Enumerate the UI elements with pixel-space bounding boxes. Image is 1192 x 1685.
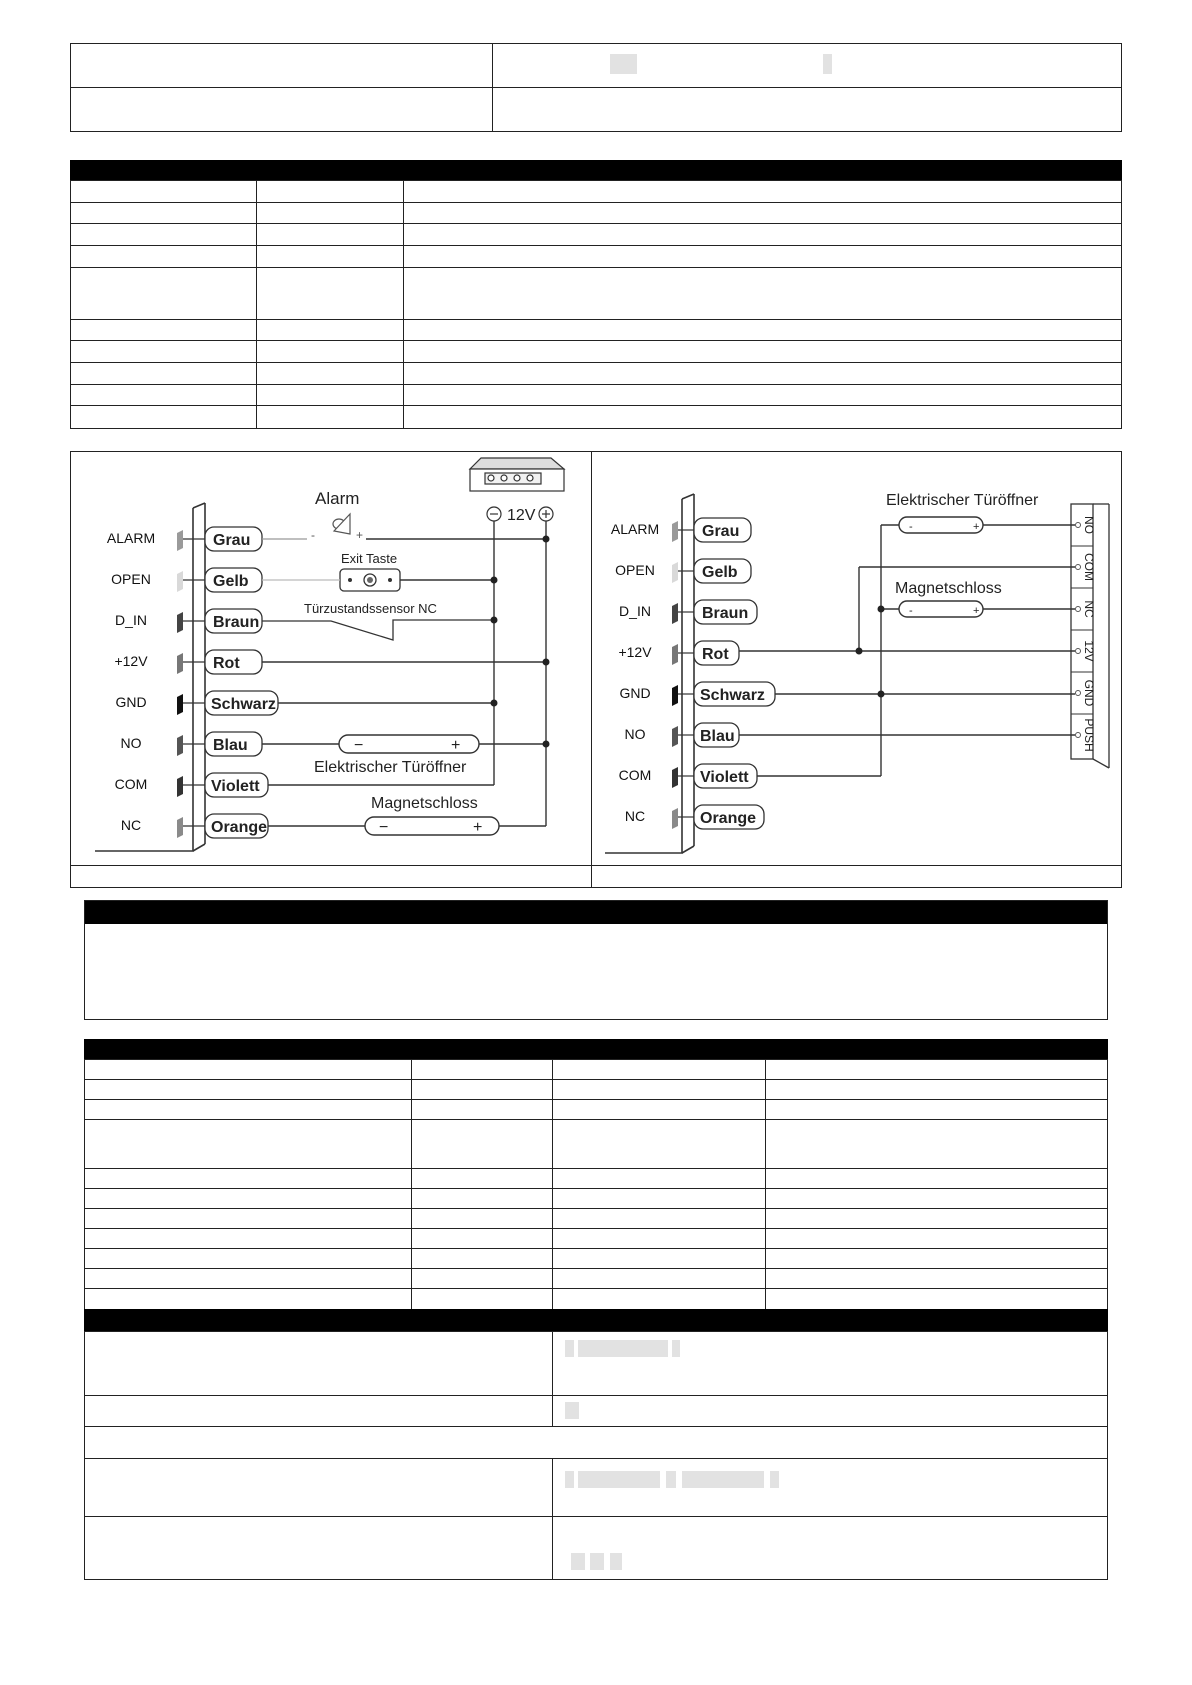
terminal-label: NO	[624, 726, 646, 742]
table-row	[85, 1060, 1108, 1080]
table-row	[85, 1209, 1108, 1229]
psu-voltage-label: 12V	[507, 507, 536, 524]
redaction-block	[565, 1340, 574, 1357]
table-row	[85, 1229, 1108, 1249]
wire-label: Orange	[211, 819, 268, 836]
door-opener-minus: -	[909, 521, 913, 533]
redaction-block	[682, 1471, 764, 1488]
alarm-minus: -	[311, 528, 315, 542]
maglock-plus: +	[973, 605, 980, 617]
power-supply-icon	[470, 458, 564, 491]
header-cell	[493, 88, 1122, 132]
redaction-block	[823, 54, 832, 74]
maglock-label: Magnetschloss	[895, 580, 1002, 597]
table-row	[71, 267, 1122, 319]
terminal-tab	[672, 603, 678, 624]
table-row	[85, 1269, 1108, 1289]
terminal-label: COM	[114, 776, 148, 792]
terminal-tab	[672, 521, 678, 542]
terminal-label: OPEN	[615, 562, 655, 578]
maglock-plus: +	[473, 819, 483, 836]
table-row	[71, 406, 1122, 429]
controller-terminal-label: NC	[1082, 600, 1096, 618]
header-cell	[71, 44, 493, 88]
terminal-label: NC	[624, 808, 646, 824]
redaction-block	[578, 1340, 668, 1357]
table-row	[85, 1332, 1108, 1396]
terminal-label: NO	[120, 735, 142, 751]
maglock-minus: −	[379, 819, 389, 836]
wire-label: Blau	[700, 728, 735, 745]
redaction-block	[666, 1471, 676, 1488]
door-opener-label: Elektrischer Türöffner	[314, 759, 467, 776]
redaction-block	[571, 1553, 585, 1570]
controller-terminal-block	[1071, 504, 1109, 768]
exit-button-label: Exit Taste	[341, 551, 398, 566]
door-opener-minus: −	[354, 737, 364, 754]
section-header-bar	[70, 160, 1122, 180]
wire-label: Grau	[702, 523, 740, 540]
terminal-label: GND	[115, 694, 147, 710]
redaction-block	[610, 54, 637, 74]
wire-label: Violett	[211, 778, 260, 795]
terminal-label: D_IN	[115, 612, 147, 628]
notes-header-bar	[85, 901, 1107, 924]
table-row	[71, 319, 1122, 341]
table-row	[85, 1396, 1108, 1427]
diagram-caption-line	[70, 865, 1122, 866]
terminal-label: GND	[619, 685, 651, 701]
redaction-block	[770, 1471, 779, 1488]
terminal-label: +12V	[618, 644, 652, 660]
door-opener-label: Elektrischer Türöffner	[886, 492, 1039, 509]
terminal-label: +12V	[114, 653, 148, 669]
table-row	[85, 1189, 1108, 1209]
terminal-tab	[177, 653, 183, 674]
settings-table	[84, 1059, 1108, 1310]
table-row	[85, 1080, 1108, 1100]
header-cell	[493, 44, 1122, 88]
alarm-plus: +	[356, 528, 364, 542]
wire-label: Gelb	[702, 564, 738, 581]
redaction-block	[610, 1553, 622, 1570]
table-row	[85, 1289, 1108, 1310]
redaction-block	[565, 1471, 574, 1488]
section-header-bar	[84, 1309, 1108, 1331]
redaction-block	[578, 1471, 660, 1488]
table-row	[71, 245, 1122, 267]
controller-terminal-label: GND	[1082, 679, 1096, 707]
door-opener-plus: +	[451, 737, 461, 754]
notes-box	[84, 900, 1108, 1020]
terminal-tab	[177, 776, 183, 797]
controller-terminal-label: COM	[1082, 553, 1096, 581]
door-sensor-label: Türzustandssensor NC	[304, 601, 437, 616]
controller-terminal-label: 12V	[1082, 640, 1096, 662]
wire-label: Violett	[700, 769, 749, 786]
terminal-tab	[177, 530, 183, 551]
maglock-label: Magnetschloss	[371, 795, 478, 812]
header-table	[70, 43, 1122, 132]
table-row	[71, 181, 1122, 203]
wire-label: Schwarz	[700, 687, 765, 704]
table-row	[71, 362, 1122, 384]
wire-label: Grau	[213, 532, 251, 549]
terminal-label: COM	[618, 767, 652, 783]
redaction-block	[590, 1553, 604, 1570]
terminal-tab	[672, 726, 678, 747]
table-row	[71, 202, 1122, 224]
terminal-label: OPEN	[111, 571, 151, 587]
wiring-diagram-left	[71, 452, 590, 864]
wire-label: Braun	[702, 605, 749, 622]
door-opener-plus: +	[973, 521, 980, 533]
terminal-label: ALARM	[610, 521, 660, 537]
terminal-tab	[177, 612, 183, 633]
controller-terminal-label: PUSH	[1082, 718, 1096, 752]
terminal-tab	[177, 571, 183, 592]
redaction-block	[565, 1402, 579, 1419]
terminal-tab	[672, 644, 678, 665]
diagram-divider	[591, 451, 592, 888]
terminal-label: NC	[120, 817, 142, 833]
terminal-tab	[177, 817, 183, 838]
terminal-tab	[177, 735, 183, 756]
maglock-minus: -	[909, 605, 913, 617]
table-row	[85, 1459, 1108, 1517]
redaction-block	[672, 1340, 680, 1357]
wire-label: Schwarz	[211, 696, 276, 713]
header-cell	[71, 88, 493, 132]
terminal-tab	[672, 767, 678, 788]
terminal-tab	[672, 808, 678, 829]
wire-label: Rot	[702, 646, 729, 663]
terminal-tab	[672, 685, 678, 706]
table-row	[85, 1100, 1108, 1120]
table-row	[71, 224, 1122, 246]
alarm-label: Alarm	[315, 489, 360, 508]
table-row	[71, 384, 1122, 406]
table-row	[85, 1517, 1108, 1580]
wiring-diagram-right	[593, 452, 1121, 864]
terminal-tab	[672, 562, 678, 583]
table-row	[71, 341, 1122, 363]
wire-label: Blau	[213, 737, 248, 754]
info-table	[84, 1331, 1108, 1580]
table-row	[85, 1169, 1108, 1189]
table-row	[85, 1427, 1108, 1459]
controller-terminal-label: NO	[1082, 516, 1096, 534]
section-header-bar	[84, 1039, 1108, 1059]
wire-label: Orange	[700, 810, 757, 827]
wire-label: Gelb	[213, 573, 249, 590]
table-row	[85, 1249, 1108, 1269]
wire-label: Braun	[213, 614, 260, 631]
terminal-label: D_IN	[619, 603, 651, 619]
exit-button-icon	[340, 569, 400, 591]
siren-icon	[333, 514, 350, 534]
terminal-tab	[177, 694, 183, 715]
terminal-label: ALARM	[106, 530, 156, 546]
wire-table	[70, 180, 1122, 429]
table-row	[85, 1120, 1108, 1169]
wire-label: Rot	[213, 655, 240, 672]
